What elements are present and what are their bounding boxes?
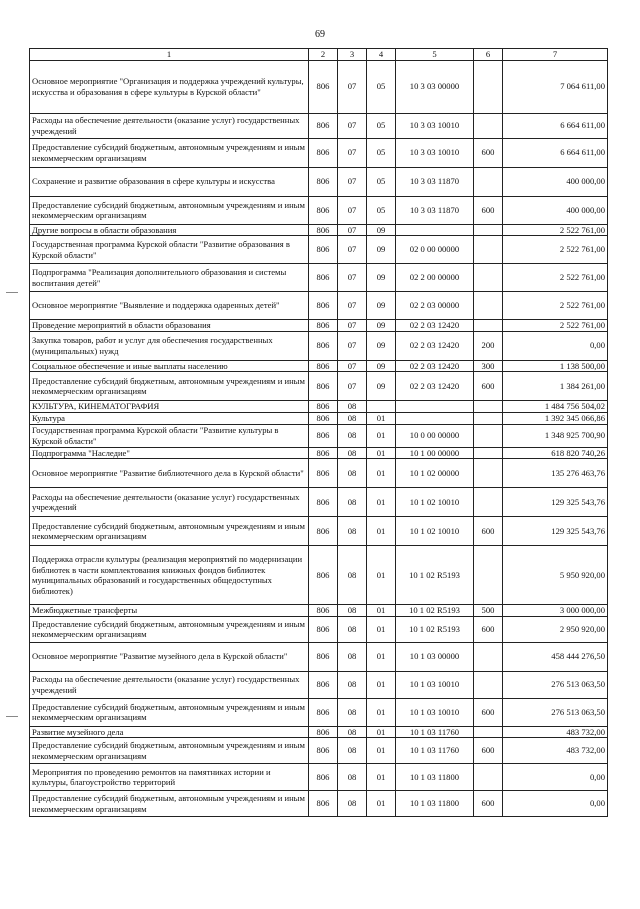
- row-code-cell: 09: [367, 236, 396, 264]
- table-row: [30, 517, 608, 546]
- table-row: [30, 605, 608, 617]
- row-amount-cell: 483 732,00: [503, 738, 608, 764]
- scan-artifact: [6, 716, 18, 717]
- row-code-cell: 07: [338, 60, 367, 113]
- row-code-cell: 01: [367, 488, 396, 517]
- row-code-cell: [474, 424, 503, 447]
- row-code-cell: 08: [338, 616, 367, 642]
- row-code-cell: [474, 320, 503, 332]
- row-code-cell: 01: [367, 726, 396, 738]
- row-code-cell: 806: [309, 459, 338, 488]
- row-code-cell: 806: [309, 292, 338, 320]
- table-row: [30, 447, 608, 459]
- row-code-cell: 01: [367, 642, 396, 671]
- budget-table: [29, 48, 608, 817]
- row-name-cell: Предоставление субсидий бюджетным, автономным учреждениям и иным некоммерческим организациям: [30, 372, 309, 401]
- row-code-cell: 08: [338, 726, 367, 738]
- row-name-cell: Социальное обеспечение и иные выплаты населению: [30, 360, 309, 372]
- row-name-cell: Государственная программа Курской области "Развитие культуры в Курской области": [30, 424, 309, 447]
- row-code-cell: 08: [338, 605, 367, 617]
- row-code-cell: 07: [338, 113, 367, 138]
- table-row: [30, 292, 608, 320]
- row-code-cell: 806: [309, 138, 338, 167]
- table-row: [30, 331, 608, 360]
- row-name-cell: Основное мероприятие "Развитие музейного дела в Курской области": [30, 642, 309, 671]
- row-code-cell: 806: [309, 738, 338, 764]
- row-name-cell: Расходы на обеспечение деятельности (оказание услуг) государственных учреждений: [30, 113, 309, 138]
- row-code-cell: 09: [367, 292, 396, 320]
- row-code-cell: [474, 113, 503, 138]
- row-code-cell: 05: [367, 60, 396, 113]
- row-code-cell: 10 1 02 10010: [396, 488, 474, 517]
- table-row: [30, 413, 608, 425]
- row-code-cell: [396, 413, 474, 425]
- row-code-cell: [396, 224, 474, 236]
- row-amount-cell: 2 522 761,00: [503, 236, 608, 264]
- row-code-cell: 10 3 03 10010: [396, 113, 474, 138]
- row-name-cell: Предоставление субсидий бюджетным, автономным учреждениям и иным некоммерческим организациям: [30, 517, 309, 546]
- row-code-cell: [474, 671, 503, 698]
- row-code-cell: 01: [367, 447, 396, 459]
- row-name-cell: Межбюджетные трансферты: [30, 605, 309, 617]
- row-code-cell: 10 0 00 00000: [396, 424, 474, 447]
- row-name-cell: Развитие музейного дела: [30, 726, 309, 738]
- row-code-cell: 10 3 03 11870: [396, 167, 474, 196]
- row-amount-cell: 618 820 740,26: [503, 447, 608, 459]
- row-amount-cell: 2 522 761,00: [503, 292, 608, 320]
- row-amount-cell: 0,00: [503, 791, 608, 817]
- row-code-cell: 08: [338, 517, 367, 546]
- row-code-cell: 10 3 03 10010: [396, 138, 474, 167]
- row-code-cell: 806: [309, 320, 338, 332]
- row-code-cell: 10 1 03 11800: [396, 764, 474, 791]
- row-name-cell: Расходы на обеспечение деятельности (оказание услуг) государственных учреждений: [30, 488, 309, 517]
- row-amount-cell: 400 000,00: [503, 167, 608, 196]
- table-row: [30, 264, 608, 292]
- row-code-cell: 600: [474, 138, 503, 167]
- header-col-2: 2: [309, 49, 338, 61]
- row-code-cell: 600: [474, 738, 503, 764]
- row-code-cell: 07: [338, 292, 367, 320]
- row-code-cell: 02 2 03 12420: [396, 331, 474, 360]
- row-amount-cell: 129 325 543,76: [503, 488, 608, 517]
- row-name-cell: Культура: [30, 413, 309, 425]
- row-name-cell: Предоставление субсидий бюджетным, автономным учреждениям и иным некоммерческим организациям: [30, 698, 309, 726]
- row-amount-cell: 5 950 920,00: [503, 546, 608, 605]
- row-code-cell: 01: [367, 413, 396, 425]
- row-code-cell: 806: [309, 447, 338, 459]
- row-code-cell: 806: [309, 764, 338, 791]
- row-code-cell: 600: [474, 698, 503, 726]
- row-code-cell: 02 2 03 12420: [396, 320, 474, 332]
- table-row: [30, 616, 608, 642]
- header-col-5: 5: [396, 49, 474, 61]
- row-name-cell: Предоставление субсидий бюджетным, автономным учреждениям и иным некоммерческим организациям: [30, 616, 309, 642]
- row-code-cell: 05: [367, 113, 396, 138]
- row-amount-cell: 7 064 611,00: [503, 60, 608, 113]
- row-name-cell: Расходы на обеспечение деятельности (оказание услуг) государственных учреждений: [30, 671, 309, 698]
- row-code-cell: 01: [367, 424, 396, 447]
- row-code-cell: 600: [474, 372, 503, 401]
- row-code-cell: [474, 726, 503, 738]
- row-code-cell: 806: [309, 401, 338, 413]
- row-code-cell: 10 1 03 11760: [396, 738, 474, 764]
- table-row: [30, 698, 608, 726]
- row-code-cell: 05: [367, 167, 396, 196]
- table-row: [30, 764, 608, 791]
- row-code-cell: 08: [338, 764, 367, 791]
- row-amount-cell: 276 513 063,50: [503, 698, 608, 726]
- row-name-cell: Подпрограмма "Реализация дополнительного образования и системы воспитания детей": [30, 264, 309, 292]
- table-row: [30, 236, 608, 264]
- row-code-cell: 08: [338, 738, 367, 764]
- row-code-cell: [474, 447, 503, 459]
- header-col-4: 4: [367, 49, 396, 61]
- row-code-cell: 09: [367, 360, 396, 372]
- row-amount-cell: 2 522 761,00: [503, 320, 608, 332]
- row-name-cell: Закупка товаров, работ и услуг для обеспечения государственных (муниципальных) нужд: [30, 331, 309, 360]
- row-code-cell: 10 3 03 00000: [396, 60, 474, 113]
- row-amount-cell: 483 732,00: [503, 726, 608, 738]
- row-code-cell: [474, 488, 503, 517]
- row-code-cell: 08: [338, 642, 367, 671]
- row-code-cell: 10 1 03 11800: [396, 791, 474, 817]
- row-code-cell: 10 1 02 R5193: [396, 616, 474, 642]
- row-code-cell: 09: [367, 372, 396, 401]
- table-row: [30, 791, 608, 817]
- row-amount-cell: 1 484 756 504,02: [503, 401, 608, 413]
- row-code-cell: 10 1 02 10010: [396, 517, 474, 546]
- row-name-cell: Основное мероприятие "Развитие библиотечного дела в Курской области": [30, 459, 309, 488]
- row-code-cell: 02 0 00 00000: [396, 236, 474, 264]
- row-code-cell: [474, 60, 503, 113]
- row-code-cell: 08: [338, 671, 367, 698]
- row-code-cell: 806: [309, 167, 338, 196]
- row-amount-cell: 2 522 761,00: [503, 264, 608, 292]
- row-amount-cell: 2 950 920,00: [503, 616, 608, 642]
- row-code-cell: [474, 224, 503, 236]
- row-code-cell: 01: [367, 791, 396, 817]
- row-name-cell: Другие вопросы в области образования: [30, 224, 309, 236]
- table-row: [30, 372, 608, 401]
- header-col-1: 1: [30, 49, 309, 61]
- row-code-cell: [367, 401, 396, 413]
- row-code-cell: 10 1 02 R5193: [396, 605, 474, 617]
- row-code-cell: 806: [309, 224, 338, 236]
- table-row: [30, 60, 608, 113]
- row-code-cell: 806: [309, 605, 338, 617]
- row-code-cell: [474, 459, 503, 488]
- row-amount-cell: 6 664 611,00: [503, 138, 608, 167]
- row-code-cell: 806: [309, 517, 338, 546]
- row-code-cell: 02 2 00 00000: [396, 264, 474, 292]
- row-code-cell: 07: [338, 331, 367, 360]
- row-code-cell: [474, 413, 503, 425]
- row-code-cell: 01: [367, 546, 396, 605]
- row-code-cell: 02 2 03 12420: [396, 360, 474, 372]
- row-code-cell: 600: [474, 791, 503, 817]
- header-col-6: 6: [474, 49, 503, 61]
- table-row: [30, 726, 608, 738]
- header-col-7: 7: [503, 49, 608, 61]
- row-code-cell: [474, 546, 503, 605]
- row-code-cell: 10 1 00 00000: [396, 447, 474, 459]
- row-code-cell: 08: [338, 424, 367, 447]
- row-code-cell: 10 1 02 00000: [396, 459, 474, 488]
- row-name-cell: КУЛЬТУРА, КИНЕМАТОГРАФИЯ: [30, 401, 309, 413]
- row-code-cell: 806: [309, 413, 338, 425]
- row-name-cell: Государственная программа Курской области "Развитие образования в Курской области": [30, 236, 309, 264]
- row-code-cell: 200: [474, 331, 503, 360]
- table-row: [30, 401, 608, 413]
- row-code-cell: 08: [338, 698, 367, 726]
- row-code-cell: 08: [338, 488, 367, 517]
- table-row: [30, 546, 608, 605]
- row-code-cell: 08: [338, 447, 367, 459]
- table-row: [30, 424, 608, 447]
- row-code-cell: [474, 167, 503, 196]
- table-row: [30, 360, 608, 372]
- row-name-cell: Предоставление субсидий бюджетным, автономным учреждениям и иным некоммерческим организациям: [30, 738, 309, 764]
- row-code-cell: 806: [309, 60, 338, 113]
- row-code-cell: 02 2 03 12420: [396, 372, 474, 401]
- table-row: [30, 113, 608, 138]
- row-code-cell: 09: [367, 224, 396, 236]
- row-code-cell: 07: [338, 236, 367, 264]
- row-name-cell: Подпрограмма "Наследие": [30, 447, 309, 459]
- row-amount-cell: 1 392 345 066,86: [503, 413, 608, 425]
- row-code-cell: 806: [309, 671, 338, 698]
- row-code-cell: 05: [367, 196, 396, 224]
- row-code-cell: 09: [367, 320, 396, 332]
- row-name-cell: Предоставление субсидий бюджетным, автономным учреждениям и иным некоммерческим организациям: [30, 138, 309, 167]
- row-name-cell: Основное мероприятие "Организация и поддержка учреждений культуры, искусства и образования в сфере культуры в Курской области": [30, 60, 309, 113]
- table-row: [30, 138, 608, 167]
- row-code-cell: 07: [338, 224, 367, 236]
- row-code-cell: 10 1 03 10010: [396, 671, 474, 698]
- row-name-cell: Основное мероприятие "Выявление и поддержка одаренных детей": [30, 292, 309, 320]
- row-code-cell: 806: [309, 360, 338, 372]
- row-name-cell: Поддержка отрасли культуры (реализация мероприятий по модернизации библиотек в части комплектования книжных фондов библиотек муниципальных образований и государственных общедоступных библиотек): [30, 546, 309, 605]
- table-row: [30, 459, 608, 488]
- row-code-cell: 806: [309, 546, 338, 605]
- row-code-cell: 08: [338, 413, 367, 425]
- row-code-cell: 08: [338, 459, 367, 488]
- row-amount-cell: 1 138 500,00: [503, 360, 608, 372]
- table-row: [30, 671, 608, 698]
- row-code-cell: 806: [309, 196, 338, 224]
- row-code-cell: 600: [474, 196, 503, 224]
- header-row: [30, 49, 608, 61]
- row-code-cell: 806: [309, 264, 338, 292]
- row-code-cell: 600: [474, 616, 503, 642]
- row-code-cell: [474, 292, 503, 320]
- row-code-cell: 10 3 03 11870: [396, 196, 474, 224]
- row-name-cell: Предоставление субсидий бюджетным, автономным учреждениям и иным некоммерческим организациям: [30, 196, 309, 224]
- table-row: [30, 224, 608, 236]
- row-amount-cell: 0,00: [503, 331, 608, 360]
- row-code-cell: 09: [367, 331, 396, 360]
- row-code-cell: 07: [338, 360, 367, 372]
- row-code-cell: 05: [367, 138, 396, 167]
- row-code-cell: 07: [338, 320, 367, 332]
- row-code-cell: 806: [309, 424, 338, 447]
- table-row: [30, 196, 608, 224]
- row-amount-cell: 1 348 925 700,90: [503, 424, 608, 447]
- row-code-cell: 806: [309, 791, 338, 817]
- row-code-cell: 01: [367, 459, 396, 488]
- row-amount-cell: 129 325 543,76: [503, 517, 608, 546]
- row-code-cell: 806: [309, 642, 338, 671]
- header-col-3: 3: [338, 49, 367, 61]
- row-code-cell: 806: [309, 616, 338, 642]
- row-name-cell: Мероприятия по проведению ремонтов на памятниках истории и культуры, благоустройство территорий: [30, 764, 309, 791]
- row-amount-cell: 458 444 276,50: [503, 642, 608, 671]
- row-amount-cell: 400 000,00: [503, 196, 608, 224]
- row-code-cell: 806: [309, 726, 338, 738]
- row-code-cell: 10 1 03 11760: [396, 726, 474, 738]
- row-name-cell: Проведение мероприятий в области образования: [30, 320, 309, 332]
- row-code-cell: 806: [309, 113, 338, 138]
- row-code-cell: 500: [474, 605, 503, 617]
- row-code-cell: 600: [474, 517, 503, 546]
- scan-artifact: [6, 292, 18, 293]
- row-code-cell: 10 1 03 10010: [396, 698, 474, 726]
- row-code-cell: 806: [309, 698, 338, 726]
- row-code-cell: [474, 236, 503, 264]
- row-code-cell: [474, 642, 503, 671]
- row-code-cell: 08: [338, 546, 367, 605]
- row-code-cell: 07: [338, 138, 367, 167]
- table-row: [30, 488, 608, 517]
- row-amount-cell: 6 664 611,00: [503, 113, 608, 138]
- row-name-cell: Сохранение и развитие образования в сфере культуры и искусства: [30, 167, 309, 196]
- row-code-cell: 806: [309, 372, 338, 401]
- row-amount-cell: 2 522 761,00: [503, 224, 608, 236]
- row-code-cell: 01: [367, 616, 396, 642]
- row-code-cell: [396, 401, 474, 413]
- row-code-cell: 07: [338, 167, 367, 196]
- row-code-cell: 01: [367, 517, 396, 546]
- row-name-cell: Предоставление субсидий бюджетным, автономным учреждениям и иным некоммерческим организациям: [30, 791, 309, 817]
- row-code-cell: 10 1 03 00000: [396, 642, 474, 671]
- row-code-cell: 01: [367, 698, 396, 726]
- row-amount-cell: 3 000 000,00: [503, 605, 608, 617]
- page-number: 69: [315, 29, 325, 40]
- table-row: [30, 642, 608, 671]
- table-row: [30, 320, 608, 332]
- row-amount-cell: 135 276 463,76: [503, 459, 608, 488]
- row-code-cell: [474, 264, 503, 292]
- row-amount-cell: 1 384 261,00: [503, 372, 608, 401]
- row-code-cell: 01: [367, 738, 396, 764]
- table-row: [30, 738, 608, 764]
- row-code-cell: 806: [309, 331, 338, 360]
- row-code-cell: 08: [338, 401, 367, 413]
- row-code-cell: 07: [338, 264, 367, 292]
- row-code-cell: 02 2 03 00000: [396, 292, 474, 320]
- row-code-cell: 01: [367, 671, 396, 698]
- row-code-cell: 01: [367, 764, 396, 791]
- table-row: [30, 167, 608, 196]
- row-code-cell: 07: [338, 196, 367, 224]
- row-amount-cell: 276 513 063,50: [503, 671, 608, 698]
- row-code-cell: 07: [338, 372, 367, 401]
- row-code-cell: 806: [309, 488, 338, 517]
- row-code-cell: 300: [474, 360, 503, 372]
- row-code-cell: 10 1 02 R5193: [396, 546, 474, 605]
- row-code-cell: [474, 401, 503, 413]
- row-code-cell: 01: [367, 605, 396, 617]
- row-code-cell: 09: [367, 264, 396, 292]
- row-code-cell: 806: [309, 236, 338, 264]
- row-code-cell: [474, 764, 503, 791]
- row-code-cell: 08: [338, 791, 367, 817]
- row-amount-cell: 0,00: [503, 764, 608, 791]
